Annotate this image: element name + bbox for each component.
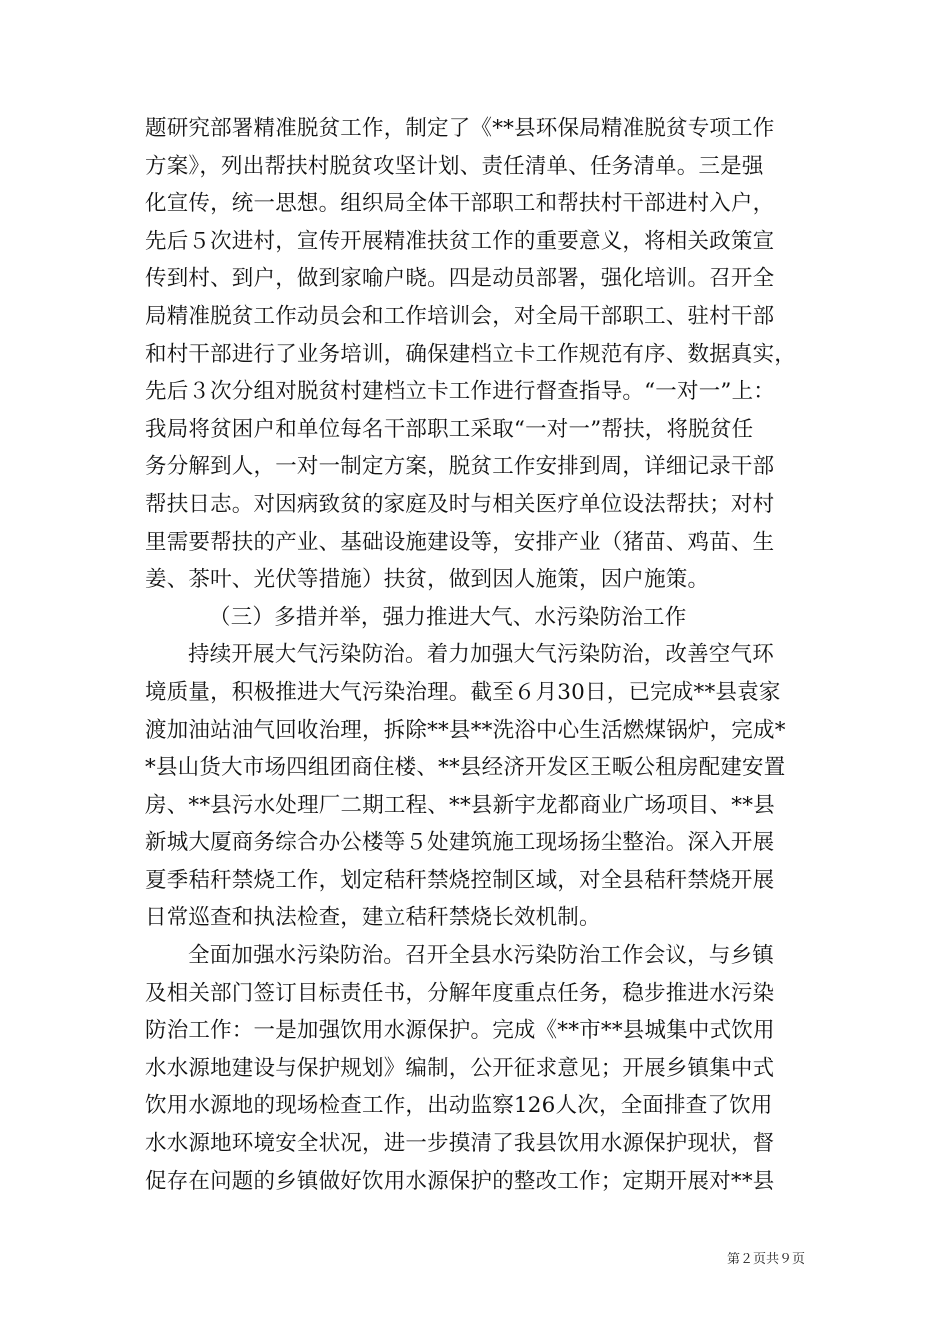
text-line: 里需要帮扶的产业、基础设施建设等，安排产业（猪苗、鸡苗、生 [145,529,775,555]
text-line: 及相关部门签订目标责任书，分解年度重点任务，稳步推进水污染 [145,980,775,1006]
text-line: 日常巡查和执法检查，建立秸秆禁烧长效机制。 [145,905,601,931]
text-line: 传到村、到户，做到家喻户晓。四是动员部署，强化培训。召开全 [145,266,775,292]
text-line: 房、**县污水处理厂二期工程、**县新宇龙都商业广场项目、**县 [145,792,775,818]
text-line: 境质量，积极推进大气污染治理。截至６月30日，已完成**县袁家 [145,679,781,705]
text-line: 我局将贫困户和单位每名干部职工采取“一对一”帮扶，将脱贫任 [145,416,754,442]
paragraph-first-line: 持续开展大气污染防治。着力加强大气污染防治，改善空气环 [188,642,774,668]
text-line: 先后５次进村，宣传开展精准扶贫工作的重要意义，将相关政策宣 [145,228,775,254]
text-line: 渡加油站油气回收治理，拆除**县**洗浴中心生活燃煤锅炉，完成* [145,717,786,743]
text-line: 防治工作：一是加强饮用水源保护。完成《**市**县城集中式饮用 [145,1018,775,1044]
section-heading: （三）多措并举，强力推进大气、水污染防治工作 [209,604,687,630]
text-line: 先后３次分组对脱贫村建档立卡工作进行督查指导。“一对一”上： [145,379,775,405]
document-body [145,110,805,1200]
text-line: 题研究部署精准脱贫工作，制定了《**县环保局精准脱贫专项工作 [145,116,775,141]
text-line: 化宣传，统一思想。组织局全体干部职工和帮扶村干部进村入户， [145,191,775,217]
text-line: 饮用水源地的现场检查工作，出动监察126人次，全面排查了饮用 [145,1093,773,1119]
text-line: 水水源地建设与保护规划》编制，公开征求意见；开展乡镇集中式 [145,1055,775,1081]
text-line: 促存在问题的乡镇做好饮用水源保护的整改工作；定期开展对**县 [145,1168,775,1194]
paragraph-first-line: 全面加强水污染防治。召开全县水污染防治工作会议，与乡镇 [188,943,774,969]
text-line: 局精准脱贫工作动员会和工作培训会，对全局干部职工、驻村干部 [145,303,775,329]
text-line: 水水源地环境安全状况，进一步摸清了我县饮用水源保护现状，督 [145,1131,775,1157]
text-line: *县山货大市场四组团商住楼、**县经济开发区王畈公租房配建安置 [145,755,786,781]
text-line: 姜、茶叶、光伏等措施）扶贫，做到因人施策，因户施策。 [145,567,710,593]
text-line: 帮扶日志。对因病致贫的家庭及时与相关医疗单位设法帮扶；对村 [145,491,775,517]
text-line: 方案》，列出帮扶村脱贫攻坚计划、责任清单、任务清单。三是强 [145,153,764,179]
text-line: 务分解到人，一对一制定方案，脱贫工作安排到周，详细记录干部 [145,454,775,480]
text-line: 夏季秸秆禁烧工作，划定秸秆禁烧控制区域，对全县秸秆禁烧开展 [145,867,775,893]
text-line: 新城大厦商务综合办公楼等５处建筑施工现场扬尘整治。深入开展 [145,830,775,856]
page-number-footer: 第２页共９页 [726,1252,805,1267]
text-line: 和村干部进行了业务培训，确保建档立卡工作规范有序、数据真实， [145,341,797,367]
